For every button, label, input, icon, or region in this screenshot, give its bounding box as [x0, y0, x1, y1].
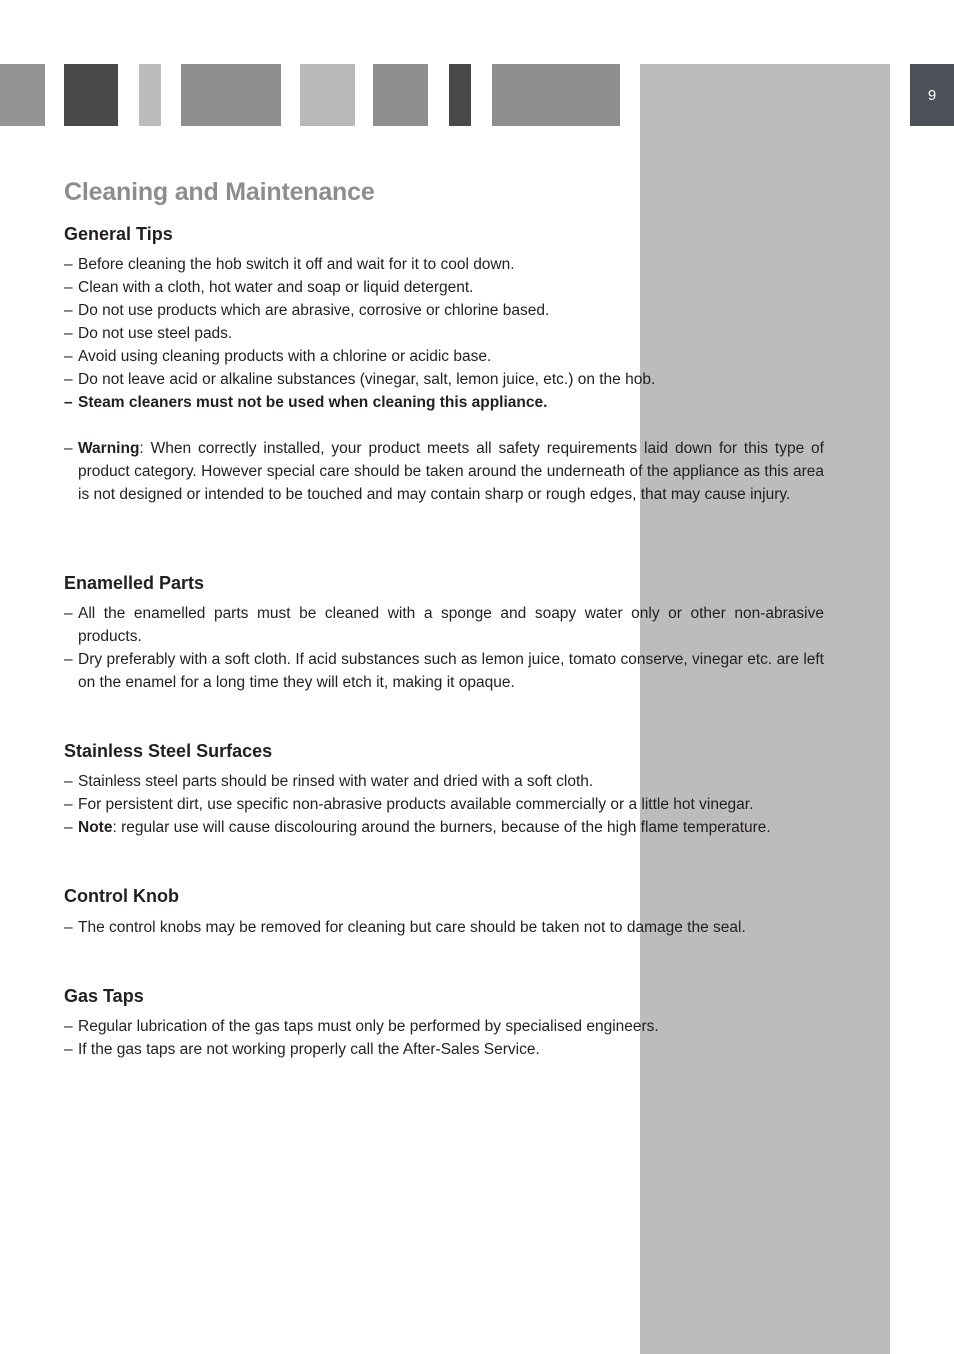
- list-item: – Before cleaning the hob switch it off and wait for it to cool down.: [64, 253, 824, 276]
- list-item-warning: [64, 437, 824, 506]
- warning-text: : When correctly installed, your product meets all safety requirements laid down for this type of product category. However special care should be taken around the underneath of the appliance as this area is not designed or intended to be touched and may contain sharp or rough edges, that may cause injury.: [78, 440, 824, 503]
- list-item: – All the enamelled parts must be cleaned with a sponge and soapy water only or other non-abrasive products.: [64, 602, 824, 648]
- list-item: – Do not use products which are abrasive, corrosive or chlorine based.: [64, 299, 824, 322]
- page-title: Cleaning and Maintenance: [64, 178, 375, 206]
- stainless-steel-list: [64, 770, 824, 839]
- list-item: – Do not leave acid or alkaline substances (vinegar, salt, lemon juice, etc.) on the hob.: [64, 368, 824, 391]
- general-tips-list: [64, 253, 824, 506]
- section-heading-stainless-steel: Stainless Steel Surfaces: [64, 741, 273, 761]
- note-text: : regular use will cause discolouring around the burners, because of the high flame temperature.: [112, 819, 771, 836]
- list-item: – Avoid using cleaning products with a chlorine or acidic base.: [64, 345, 824, 368]
- section-heading-general-tips: General Tips: [64, 224, 173, 244]
- list-item: – Dry preferably with a soft cloth. If acid substances such as lemon juice, tomato conserve, vinegar etc. are left on the enamel for a long time they will etch it, making it opaque.: [64, 648, 824, 694]
- header-block: [0, 64, 45, 126]
- header-block: [64, 64, 118, 126]
- header-block: [181, 64, 281, 126]
- header-block: [492, 64, 620, 126]
- list-item-note: [64, 816, 824, 839]
- section-heading-enamelled-parts: Enamelled Parts: [64, 573, 205, 593]
- list-item-steam-warning: – Steam cleaners must not be used when cleaning this appliance.: [64, 391, 824, 414]
- header-block: [300, 64, 355, 126]
- list-item: – Do not use steel pads.: [64, 322, 824, 345]
- list-item: – Regular lubrication of the gas taps must only be performed by specialised engineers.: [64, 1015, 824, 1038]
- list-item: – The control knobs may be removed for cleaning but care should be taken not to damage the seal.: [64, 916, 824, 939]
- section-heading-control-knob: Control Knob: [64, 886, 179, 906]
- note-label: Note: [78, 819, 113, 836]
- list-item: – For persistent dirt, use specific non-abrasive products available commercially or a little hot vinegar.: [64, 793, 824, 816]
- header-block: [373, 64, 428, 126]
- control-knob-list: [64, 916, 824, 939]
- list-item: – If the gas taps are not working properly call the After-Sales Service.: [64, 1038, 824, 1061]
- list-item: – Stainless steel parts should be rinsed with water and dried with a soft cloth.: [64, 770, 824, 793]
- header-block: [449, 64, 471, 126]
- page-number: 9: [910, 64, 954, 126]
- header-block: [139, 64, 161, 126]
- list-item: – Clean with a cloth, hot water and soap or liquid detergent.: [64, 276, 824, 299]
- warning-label: Warning: [78, 440, 140, 457]
- enamelled-parts-list: [64, 602, 824, 694]
- section-heading-gas-taps: Gas Taps: [64, 986, 144, 1006]
- gas-taps-list: [64, 1015, 824, 1061]
